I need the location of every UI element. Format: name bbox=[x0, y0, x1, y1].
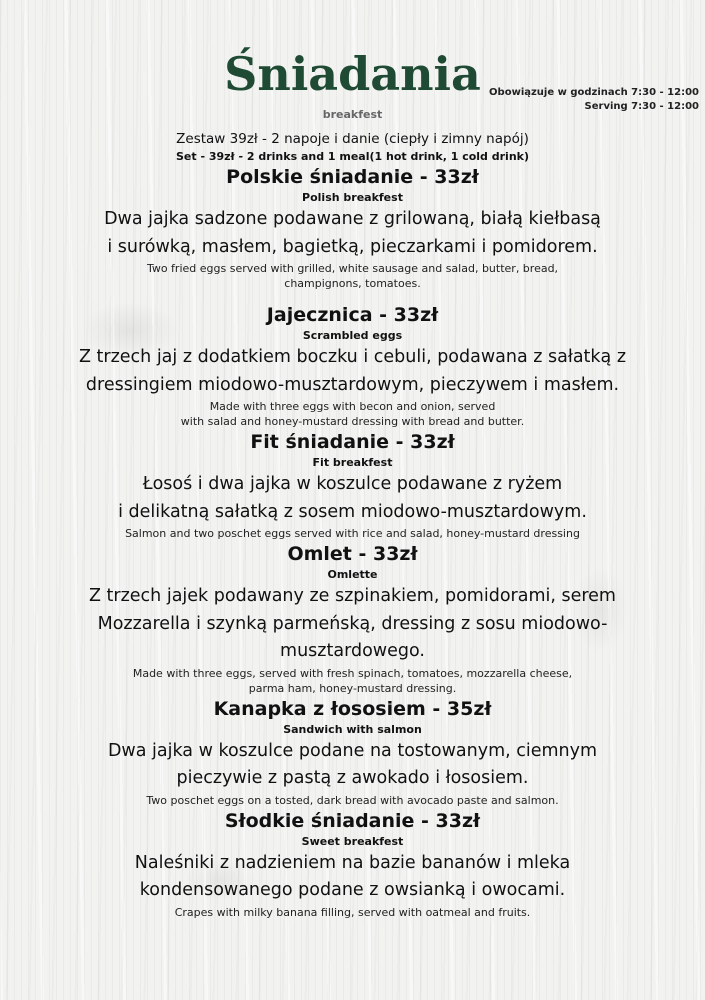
menu-item-scrambled-eggs bbox=[20, 303, 685, 429]
set-offer-en: Set - 39zł - 2 drinks and 1 meal(1 hot drink, 1 cold drink) bbox=[175, 150, 529, 163]
description-line: Z trzech jajek podawany ze szpinakiem, pomidorami, serem bbox=[89, 586, 616, 606]
menu-item-title: Polskie śniadanie - 33zł bbox=[226, 166, 479, 188]
menu-item-subtitle: Polish breakfest bbox=[302, 191, 403, 204]
menu-item-description-pl bbox=[22, 583, 683, 666]
menu-item-sweet-breakfast bbox=[20, 809, 685, 920]
menu-item-description-en bbox=[20, 526, 685, 541]
menu-item-omelette bbox=[20, 542, 685, 696]
menu-item-description-pl bbox=[22, 738, 683, 793]
description-line: i surówką, masłem, bagietką, pieczarkami i pomidorem. bbox=[107, 236, 598, 257]
description-line: Naleśniki z nadzieniem na bazie bananów i mleka bbox=[134, 852, 571, 873]
set-offer-pl: Zestaw 39zł - 2 napoje i danie (ciepły i zimny napój) bbox=[176, 131, 529, 147]
description-line: Dwa jajka w koszulce podane na tostowanym, ciemnym bbox=[107, 740, 598, 761]
page-title: Śniadania bbox=[224, 47, 481, 101]
description-line: Two poschet eggs on a tosted, dark bread with avocado paste and salmon. bbox=[146, 793, 559, 807]
menu-item-title: Fit śniadanie - 33zł bbox=[250, 431, 455, 453]
menu-item-description-pl bbox=[22, 471, 683, 526]
menu-item-description-en bbox=[20, 793, 685, 808]
description-line: Z trzech jaj z dodatkiem boczku i cebuli, podawana z sałatką z bbox=[78, 347, 627, 367]
menu-item-subtitle: Fit breakfest bbox=[312, 456, 393, 469]
menu-item-title: Jajecznica - 33zł bbox=[266, 304, 439, 326]
serving-hours-pl: Obowiązuje w godzinach 7:30 - 12:00 bbox=[489, 87, 699, 98]
description-line: with salad and honey-mustard dressing with bread and butter. bbox=[180, 415, 525, 428]
menu-item-title: Kanapka z łososiem - 35zł bbox=[213, 697, 492, 720]
menu-item-description-en bbox=[20, 666, 685, 696]
menu-item-polish-breakfast bbox=[20, 165, 685, 291]
menu-item-fit-breakfast bbox=[20, 430, 685, 541]
description-line: Dwa jajka sadzone podawane z grilowaną, białą kiełbasą bbox=[104, 209, 601, 229]
description-line: champignons, tomatoes. bbox=[284, 277, 421, 290]
description-line: Made with three eggs with becon and onion, served bbox=[209, 400, 496, 413]
description-line: Two fried eggs served with grilled, white sausage and salad, butter, bread, bbox=[146, 262, 559, 275]
menu-item-salmon-sandwich bbox=[20, 697, 685, 808]
description-line: Made with three eggs, served with fresh spinach, tomatoes, mozzarella cheese, bbox=[132, 666, 573, 680]
serving-hours bbox=[489, 86, 699, 114]
menu-item-description-pl bbox=[22, 344, 683, 399]
description-line: dressingiem miodowo-musztardowym, pieczywem i masłem. bbox=[85, 374, 620, 395]
menu-item-subtitle: Scrambled eggs bbox=[302, 329, 403, 342]
description-line: Crapes with milky banana filling, served with oatmeal and fruits. bbox=[174, 905, 531, 919]
description-line: kondensowanego podane z owsianką i owocami. bbox=[139, 880, 566, 900]
description-line: parma ham, honey-mustard dressing. bbox=[248, 681, 457, 695]
menu-item-description-en bbox=[20, 905, 685, 920]
menu-item-subtitle: Sandwich with salmon bbox=[283, 722, 422, 736]
menu-item-title: Omlet - 33zł bbox=[287, 543, 418, 565]
description-line: musztardowego. bbox=[280, 641, 425, 661]
menu-item-description-en bbox=[20, 399, 685, 429]
menu-item-title: Słodkie śniadanie - 33zł bbox=[224, 809, 481, 832]
page-subtitle: breakfest bbox=[322, 108, 383, 121]
menu-item-subtitle: Sweet breakfest bbox=[301, 834, 404, 848]
description-line: i delikatną sałatką z sosem miodowo-musztardowym. bbox=[118, 501, 587, 522]
menu-item-description-pl bbox=[22, 206, 683, 261]
menu-item-description-en bbox=[20, 261, 685, 291]
description-line: Salmon and two poschet eggs served with rice and salad, honey-mustard dressing bbox=[125, 527, 580, 540]
menu-content bbox=[20, 130, 685, 920]
description-line: Mozzarella i szynką parmeńską, dressing z sosu miodowo- bbox=[97, 613, 608, 634]
description-line: pieczywie z pastą z awokado i łososiem. bbox=[176, 768, 529, 788]
description-line: Łosoś i dwa jajka w koszulce podawane z ryżem bbox=[142, 474, 563, 494]
menu-item-subtitle: Omlette bbox=[327, 568, 378, 581]
menu-item-description-pl bbox=[22, 850, 683, 905]
serving-hours-en: Serving 7:30 - 12:00 bbox=[584, 101, 699, 112]
